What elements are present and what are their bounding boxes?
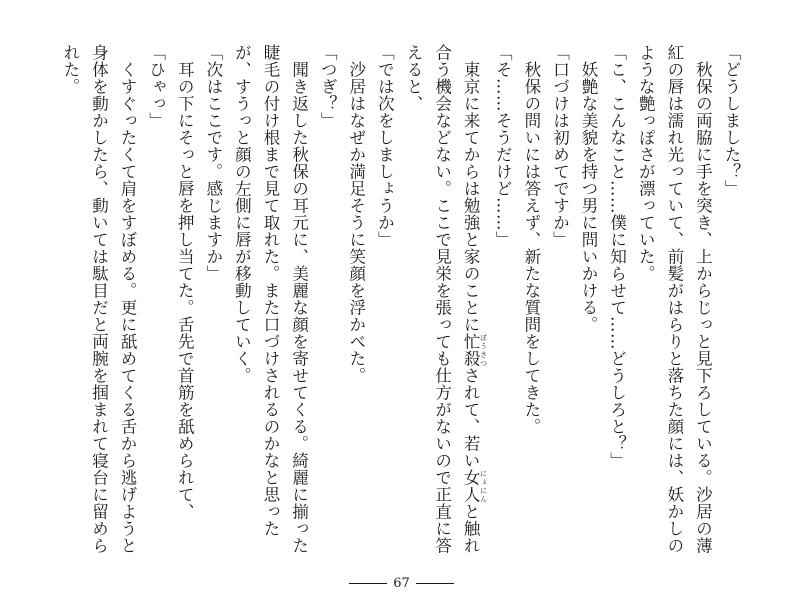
text-run: くすぐったくて肩をすぼめる。更に舐めてくる舌から逃げようと身体を動かしたら、動いては駄目だと両腕を掴まれて寝台に留められた。 [60,44,138,554]
paragraph [227,44,313,564]
paragraph: 「ひゃっ」 [146,44,166,129]
page-number: 67 [393,576,410,591]
text-run: 秋保の両脇に手を突き、上からじっと見下ろしている。沙居の薄紅の唇は濡れ光っていて、前髪がはらりと落ちた顔には、妖かしのような艶っぽさが漂っていた。 [636,44,713,554]
text-run: 耳の下にそっと唇を押し当てた。舌先で首筋を舐められて、 [175,60,195,520]
vertical-text-body [45,44,745,564]
left-rule [349,583,387,584]
paragraph: 「では次をしましょうか」 [375,44,395,248]
ruby-word: 女人 にょにん [461,468,488,503]
text-run: 妖艶な美貌を持つ男に問いかける。 [579,60,599,333]
paragraph [398,44,487,564]
paragraph: 「どうしました？」 [722,44,741,197]
paragraph: 「そ……そうだけど……」 [493,44,513,248]
paragraph [573,44,602,564]
paragraph: 「こ、こんなこと……僕に知らせて……どうしろと？」 [607,44,627,469]
paragraph: 「次はここです。感じますか」 [203,44,223,282]
paragraph [55,44,141,564]
text-run: 沙居はなぜか満足そうに笑顔を浮かべた。 [346,60,366,384]
ruby-reading: ぼうさつ [479,332,488,367]
page-number-footer [0,576,803,592]
paragraph [631,44,717,564]
paragraph: 「つぎ？」 [318,44,338,129]
ruby-reading: にょにん [479,468,488,503]
ruby-word: 忙殺 ぼうさつ [461,332,488,367]
text-run: と触れ合う機会などない。ここで見栄を張っても仕方がないので正直に答えると、 [403,44,481,554]
paragraph: 「口づけは初めてですか」 [550,44,570,248]
text-run: されて、若い [461,366,481,469]
text-run: 聞き返した秋保の耳元に、美麗な顔を寄せてくる。綺麗に揃った睫毛の付け根まで見て取れた。また口づけされるのかなと思ったが、すうっと顔の左側に唇が移動していく。 [232,44,309,554]
paragraph [170,44,199,564]
paragraph [516,44,545,564]
right-rule [416,583,454,584]
text-run: 秋保の問いには答えず、新たな質問をしてきた。 [521,60,541,435]
text-run: 東京に来てからは勉強と家のことに [461,60,481,333]
paragraph [341,44,370,564]
